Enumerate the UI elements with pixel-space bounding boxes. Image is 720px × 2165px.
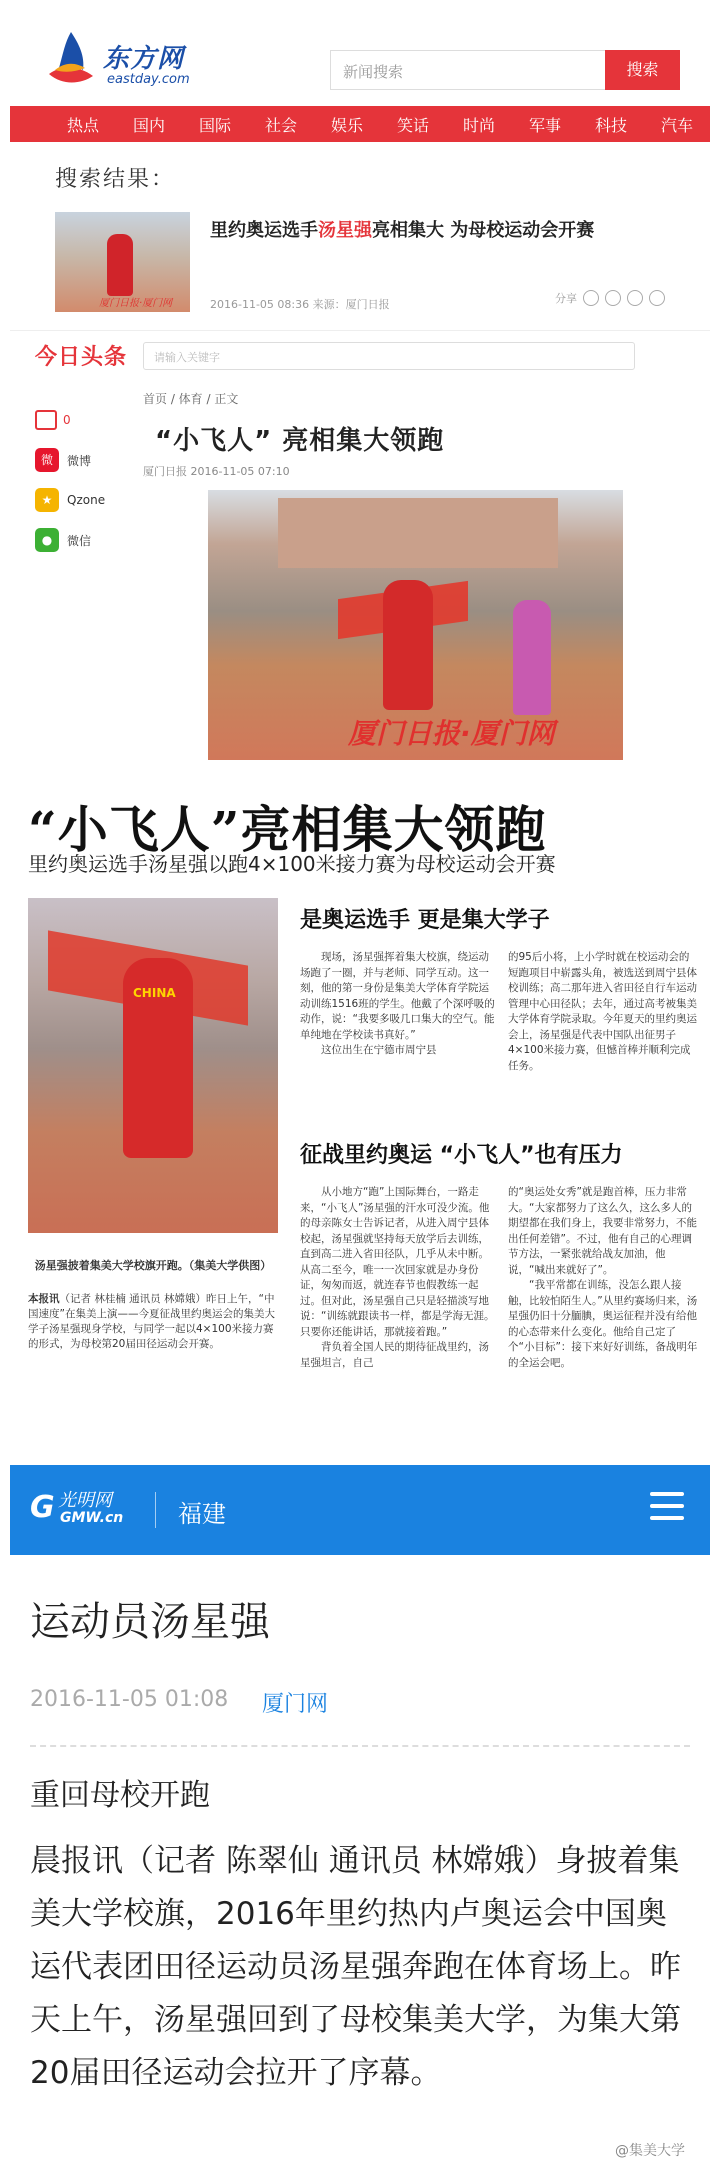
result-meta: 2016-11-05 08:36 来源：厦门日报 bbox=[210, 298, 390, 311]
gmw-logo-mark: G bbox=[30, 1490, 55, 1525]
comment-icon bbox=[35, 410, 57, 430]
section-heading-1: 是奥运选手 更是集大学子 bbox=[300, 908, 550, 933]
menu-icon[interactable] bbox=[650, 1492, 684, 1520]
share-weibo-icon[interactable] bbox=[605, 290, 621, 306]
result-thumbnail[interactable] bbox=[55, 212, 190, 312]
share-label: 分享 bbox=[555, 292, 577, 305]
thumbnail-watermark: 厦门日报·厦门网 bbox=[99, 298, 173, 309]
column-d bbox=[508, 1185, 698, 1371]
column-b-text: 的95后小将，上小学时就在校运动会的短跑项目中崭露头角，被选送到周宁县体校训练；高二那年进入省田径自行车运动管理中心田径队；去年，通过高考被集美大学体育学院录取。今年夏天的里约奥运会上，汤星强是代表中国队出征男子4×100米接力赛，但憾首棒并顺利完成任务。 bbox=[508, 951, 697, 1072]
lead-bold: 本报讯 bbox=[28, 1293, 60, 1305]
column-d-text: 的“奥运处女秀”就是跑首棒，压力非常大。“大家都努力了这么久，这么多人的期望都在我们身上，我要非常努力，不能出任何差错”。不过，他有自己的心理调节方法，一紧张就给战友加油，他说，“喊出来就好了”。 bbox=[508, 1186, 697, 1276]
share-bar bbox=[555, 290, 665, 306]
share-more-icon[interactable] bbox=[649, 290, 665, 306]
eastday-logo-icon bbox=[45, 30, 97, 88]
category-nav bbox=[10, 106, 710, 142]
column-c bbox=[300, 1185, 495, 1371]
share-qzone-label: Qzone bbox=[67, 493, 106, 507]
nav-item-jokes[interactable]: 笑话 bbox=[396, 115, 429, 135]
column-a bbox=[300, 950, 495, 1059]
share-weibo-label: 微博 bbox=[67, 453, 92, 468]
gmw-logo[interactable] bbox=[30, 1482, 140, 1537]
gmw-article-date: 2016-11-05 01:08 bbox=[30, 1687, 229, 1712]
column-a-text-2: 这位出生在宁德市周宁县 bbox=[321, 1044, 437, 1056]
column-c-text: 从小地方“跑”上国际舞台，一路走来，“小飞人”汤星强的汗水可没少流。他的母亲陈女士告诉记者，从进入周宁县体校起，汤星强就坚持每天放学后去训练，直到高二进入省田径队，几乎从未中断。从高二至今，唯一一次回家就是办身份证，匆匆而返，就连春节也假教练一起过。但对此，汤星强自己只是轻描淡写地说：“训练就跟读书一样，都是学海无涯。只要你还能讲话，那就接着跑。” bbox=[300, 1186, 495, 1338]
section-divider bbox=[10, 330, 710, 331]
result-title-link[interactable] bbox=[210, 216, 594, 242]
eastday-logo-en: eastday.com bbox=[107, 72, 190, 87]
gmw-article-body: 晨报讯（记者 陈翠仙 通讯员 林嫦娥）身披着集美大学校旗，2016年里约热内卢奥运会中国奥运代表团田径运动员汤星强奔跑在体育场上。昨天上午，汤星强回到了母校集美大学，为集大第20届田径运动会拉开了序幕。 bbox=[30, 1843, 681, 2091]
toutiao-search-input[interactable]: 请输入关键字 bbox=[143, 342, 635, 370]
share-wechat-icon[interactable] bbox=[583, 290, 599, 306]
column-a-text: 现场，汤星强挥着集大校旗，绕运动场跑了一圈，并与老师、同学互动。这一刻，他的第一身份是集美大学体育学院运动训练1516班的学生。他戴了个深呼吸的动作，说：“我要多吸几口集大的空气。能单纯地在学校读书真好。” bbox=[300, 951, 495, 1041]
comment-count: 0 bbox=[63, 413, 71, 427]
nav-item-domestic[interactable]: 国内 bbox=[132, 115, 165, 135]
share-qq-icon[interactable] bbox=[627, 290, 643, 306]
comment-button[interactable] bbox=[35, 405, 125, 435]
gmw-article-title: 运动员汤星强 bbox=[30, 1599, 270, 1645]
lead-paragraph bbox=[28, 1292, 278, 1352]
dashed-divider bbox=[30, 1745, 690, 1747]
article-meta: 厦门日报 2016-11-05 07:10 bbox=[143, 465, 290, 478]
runner-figure bbox=[107, 234, 133, 296]
eastday-logo[interactable] bbox=[45, 30, 215, 90]
column-b bbox=[508, 950, 698, 1074]
nav-item-auto[interactable]: 汽车 bbox=[660, 115, 693, 135]
result-title-post: 亮相集大 为母校运动会开赛 bbox=[372, 220, 595, 241]
gmw-logo-en: GMW.cn bbox=[60, 1510, 124, 1526]
qzone-icon: ★ bbox=[35, 488, 59, 512]
share-sidebar bbox=[35, 405, 125, 565]
nav-item-international[interactable]: 国际 bbox=[198, 115, 231, 135]
share-wechat-button[interactable] bbox=[35, 525, 125, 555]
nav-item-hot[interactable]: 热点 bbox=[66, 115, 99, 135]
results-title: 搜索结果： bbox=[55, 167, 176, 192]
nav-item-military[interactable]: 军事 bbox=[528, 115, 561, 135]
region-label[interactable]: 福建 bbox=[178, 1500, 226, 1528]
article-title: “小飞人” 亮相集大领跑 bbox=[155, 426, 445, 456]
toutiao-logo[interactable]: 今日头条 bbox=[35, 345, 128, 370]
weibo-icon: 微 bbox=[35, 448, 59, 472]
section-heading-2: 征战里约奥运 “小飞人”也有压力 bbox=[300, 1143, 623, 1168]
share-qzone-button[interactable] bbox=[35, 485, 125, 515]
search-input[interactable]: 新闻搜索 bbox=[330, 50, 605, 90]
nav-item-fashion[interactable]: 时尚 bbox=[462, 115, 495, 135]
column-d-text-2: “我平常都在训练，没怎么跟人接触，比较怕陌生人。”从里约赛场归来，汤星强仍旧十分腼腆，奥运征程并没有给他的心态带来什么变化。他给自己定了个“小目标”：接下来好好训练，备战明年的全运会吧。 bbox=[508, 1279, 698, 1369]
lead-text: （记者 林桂楠 通讯员 林嫦娥）昨日上午，“中国速度”在集美上演——今夏征战里约奥运会的集美大学子汤星强现身学校，与同学一起以4×100米接力赛的形式，为母校第20届田径运动会开赛。 bbox=[28, 1293, 275, 1350]
eastday-logo-cn: 东方网 bbox=[103, 44, 185, 74]
result-title-pre: 里约奥运选手 bbox=[210, 220, 318, 241]
share-weibo-button[interactable] bbox=[35, 445, 125, 475]
runner-figure bbox=[383, 580, 433, 710]
newspaper-headline: “小飞人”亮相集大领跑 bbox=[28, 800, 547, 859]
article-photo bbox=[208, 490, 623, 760]
breadcrumb[interactable]: 首页 / 体育 / 正文 bbox=[143, 392, 239, 406]
result-title-highlight: 汤星强 bbox=[318, 220, 372, 241]
search-button[interactable]: 搜索 bbox=[605, 50, 680, 90]
weibo-watermark: @集美大学 bbox=[615, 2143, 685, 2159]
share-wechat-label: 微信 bbox=[67, 533, 92, 548]
wechat-icon: ● bbox=[35, 528, 59, 552]
nav-item-tech[interactable]: 科技 bbox=[594, 115, 627, 135]
photo-watermark: 厦门日报·厦门网 bbox=[348, 717, 555, 750]
spectator-figure bbox=[513, 600, 551, 715]
newspaper-subheadline: 里约奥运选手汤星强以跑4×100米接力赛为母校运动会开赛 bbox=[28, 852, 556, 876]
newspaper-photo bbox=[28, 898, 278, 1233]
gmw-logo-cn: 光明网 bbox=[58, 1490, 112, 1511]
jersey-text: CHINA bbox=[133, 986, 176, 1000]
gmw-article-subtitle: 重回母校开跑 bbox=[30, 1778, 210, 1813]
photo-caption: 汤星强披着集美大学校旗开跑。（集美大学供图） bbox=[34, 1259, 272, 1272]
stadium-building bbox=[278, 498, 558, 568]
nav-item-entertainment[interactable]: 娱乐 bbox=[330, 115, 363, 135]
gmw-article-source[interactable]: 厦门网 bbox=[262, 1692, 329, 1717]
nav-item-society[interactable]: 社会 bbox=[264, 115, 297, 135]
header-divider bbox=[155, 1492, 156, 1528]
column-c-text-2: 背负着全国人民的期待征战里约，汤星强坦言，自己 bbox=[300, 1341, 489, 1369]
